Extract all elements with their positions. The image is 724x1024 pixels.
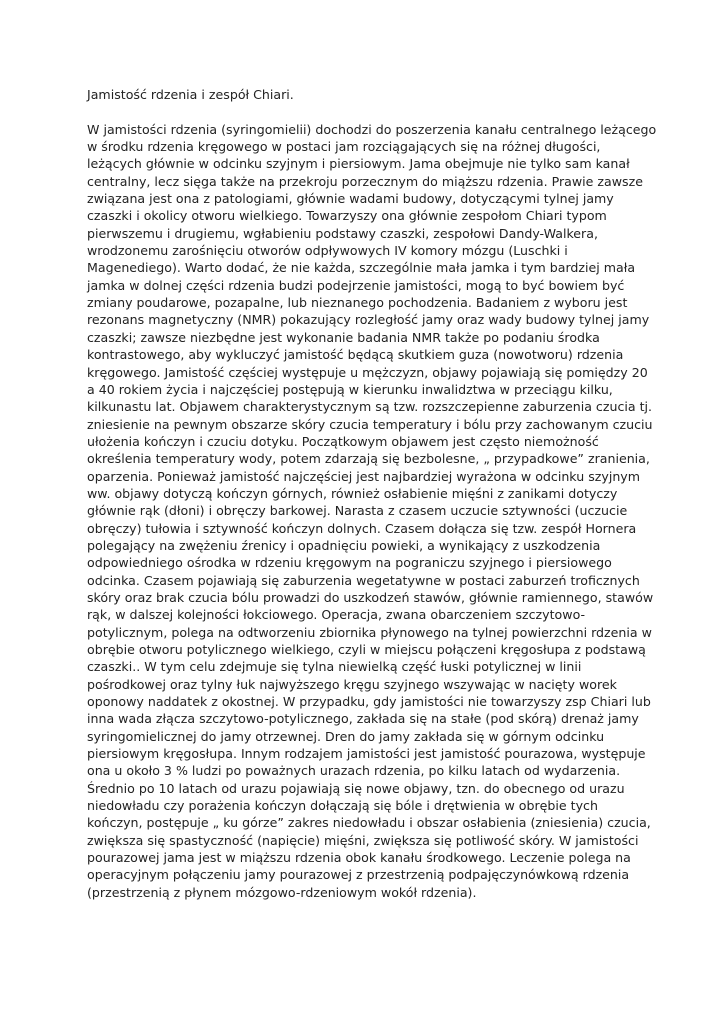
paragraph-line: (przestrzenią z płynem mózgowo-rdzeniowym wokół rdzenia). xyxy=(87,884,477,900)
paragraph-line: kilkunastu lat. Objawem charakterystycznym są tzw. rozszczepienne zaburzenia czucia tj. xyxy=(87,399,653,415)
paragraph-line: potylicznym, polega na odtworzeniu zbiornika płynowego na tylnej powierzchni rdzenia w xyxy=(87,624,652,640)
paragraph-line: jamka w dolnej części rdzenia budzi podejrzenie jamistości, mogą to być bowiem być xyxy=(87,277,625,293)
paragraph-line: Magenediego). Warto dodać, że nie każda, szczególnie mała jamka i tym bardziej mała xyxy=(87,260,636,276)
paragraph-line: inna wada złącza szczytowo-potylicznego, zakłada się na stałe (pod skórą) drenaż jamy xyxy=(87,711,639,727)
document-title: Jamistość rdzenia i zespół Chiari. xyxy=(87,87,294,102)
paragraph-line: czaszki.. W tym celu zdejmuje się tylna niewielką część łuski potylicznej w linii xyxy=(87,659,582,675)
document-body xyxy=(87,86,657,901)
paragraph-line: pourazowej jama jest w miąższu rdzenia obok kanału środkowego. Leczenie polega na xyxy=(87,850,631,866)
paragraph-line: związana jest ona z patologiami, głównie wadami budowy, dotyczącymi tylnej jamy xyxy=(87,191,614,207)
paragraph-line: głównie rąk (dłoni) i obręczy barkowej. Narasta z czasem uczucie sztywności (uczucie xyxy=(87,503,628,519)
paragraph-line: skóry oraz brak czucia bólu prowadzi do uszkodzeń stawów, głównie ramiennego, stawów xyxy=(87,589,654,605)
paragraph-line: czaszki; zawsze niezbędne jest wykonanie badania NMR także po podaniu środka xyxy=(87,329,600,345)
paragraph-line: syringomielicznej do jamy otrzewnej. Dren do jamy zakłada się w górnym odcinku xyxy=(87,728,605,744)
paragraph-line: obręczy) tułowia i sztywność kończyn dolnych. Czasem dołącza się tzw. zespół Hornera xyxy=(87,520,637,536)
paragraph-line: centralny, lecz sięga także na przekroju porzecznym do miąższu rdzenia. Prawie zawsze xyxy=(87,173,643,189)
paragraph-line: oparzenia. Ponieważ jamistość najczęściej jest najbardziej wyrażona w odcinku szyjnym xyxy=(87,468,641,484)
paragraph-line: pośrodkowej oraz tylny łuk najwyższego kręgu szyjnego wszywając w nacięty worek xyxy=(87,676,617,692)
paragraph-line: wrodzonemu zarośnięciu otworów odpływowych IV komory mózgu (Luschki i xyxy=(87,243,568,259)
paragraph-line: a 40 rokiem życia i najczęściej postępują w kierunku inwalidztwa w przeciągu kilku, xyxy=(87,381,613,397)
paragraph-line: Średnio po 10 latach od urazu pojawiają się nowe objawy, tzn. do obecnego od urazu xyxy=(87,780,625,796)
paragraph-line: zwiększa się spastyczność (napięcie) mięśni, zwiększa się potliwość skóry. W jamistości xyxy=(87,832,639,848)
paragraph-line: określenia temperatury wody, potem zdarzają się bezbolesne, „ przypadkowe” zranienia, xyxy=(87,451,650,467)
paragraph-line: leżących głównie w odcinku szyjnym i piersiowym. Jama obejmuje nie tylko sam kanał xyxy=(87,156,630,172)
paragraph-line: obrębie otworu potylicznego wielkiego, czyli w miejscu połączeni kręgosłupa z podstawą xyxy=(87,642,646,657)
paragraph-line: oponowy naddatek z okostnej. W przypadku, gdy jamistości nie towarzyszy zsp Chiari lub xyxy=(87,694,651,710)
paragraph-line: w środku rdzenia kręgowego w postaci jam rozciągających się na różnej długości, xyxy=(87,139,601,155)
paragraph-line: operacyjnym połączeniu jamy pourazowej z przestrzenią podpajęczynówkową rdzenia xyxy=(87,867,630,883)
paragraph-line: czaszki i okolicy otworu wielkiego. Towarzyszy ona głównie zespołom Chiari typom xyxy=(87,208,607,224)
paragraph-line: kończyn, postępuje „ ku górze” zakres niedowładu i obszar osłabienia (zniesienia) czucia, xyxy=(87,815,651,831)
paragraph-line: rąk, w dalszej kolejności łokciowego. Operacja, zwana obarczeniem szczytowo- xyxy=(87,607,586,623)
paragraph-line: odcinka. Czasem pojawiają się zaburzenia wegetatywne w postaci zaburzeń troficznych xyxy=(87,572,640,588)
paragraph-line: pierwszemu i drugiemu, wgłabieniu podstawy czaszki, zespołowi Dandy-Walkera, xyxy=(87,225,598,241)
paragraph-line: piersiowym kręgosłupa. Innym rodzajem jamistości jest jamistość pourazowa, występuje xyxy=(87,746,646,762)
paragraph-line: kontrastowego, aby wykluczyć jamistość będącą skutkiem guza (nowotworu) rdzenia xyxy=(87,347,624,363)
paragraph-line: ułożenia kończyn i czuciu dotyku. Początkowym objawem jest często niemożność xyxy=(87,433,599,449)
paragraph-line: zmiany poudarowe, pozapalne, lub nieznanego pochodzenia. Badaniem z wyboru jest xyxy=(87,295,628,311)
body-paragraph xyxy=(87,121,657,901)
paragraph-line: zniesienie na pewnym obszarze skóry czucia temperatury i bólu przy zachowanym czuciu xyxy=(87,416,653,432)
paragraph-line: niedowładu czy porażenia kończyn dołączają się bóle i drętwienia w obrębie tych xyxy=(87,798,598,814)
paragraph-line: rezonans magnetyczny (NMR) pokazujący rozległość jamy oraz wady budowy tylnej jamy xyxy=(87,312,650,328)
paragraph-line: kręgowego. Jamistość częściej występuje u mężczyzn, objawy pojawiają się pomiędzy 20 xyxy=(87,364,648,380)
paragraph-line: ww. objawy dotyczą kończyn górnych, również osłabienie mięśni z zanikami dotyczy xyxy=(87,485,618,501)
paragraph-spacer xyxy=(87,103,647,120)
paragraph-line: odpowiedniego ośrodka w rdzeniu kręgowym na pograniczu szyjnego i piersiowego xyxy=(87,555,612,571)
paragraph-line: W jamistości rdzenia (syringomielii) dochodzi do poszerzenia kanału centralnego leżącego xyxy=(87,121,657,137)
paragraph-line: ona u około 3 % ludzi po poważnych urazach rdzenia, po kilku latach od wydarzenia. xyxy=(87,763,621,779)
paragraph-line: polegający na zwężeniu źrenicy i opadnięciu powieki, a wynikający z uszkodzenia xyxy=(87,537,601,553)
